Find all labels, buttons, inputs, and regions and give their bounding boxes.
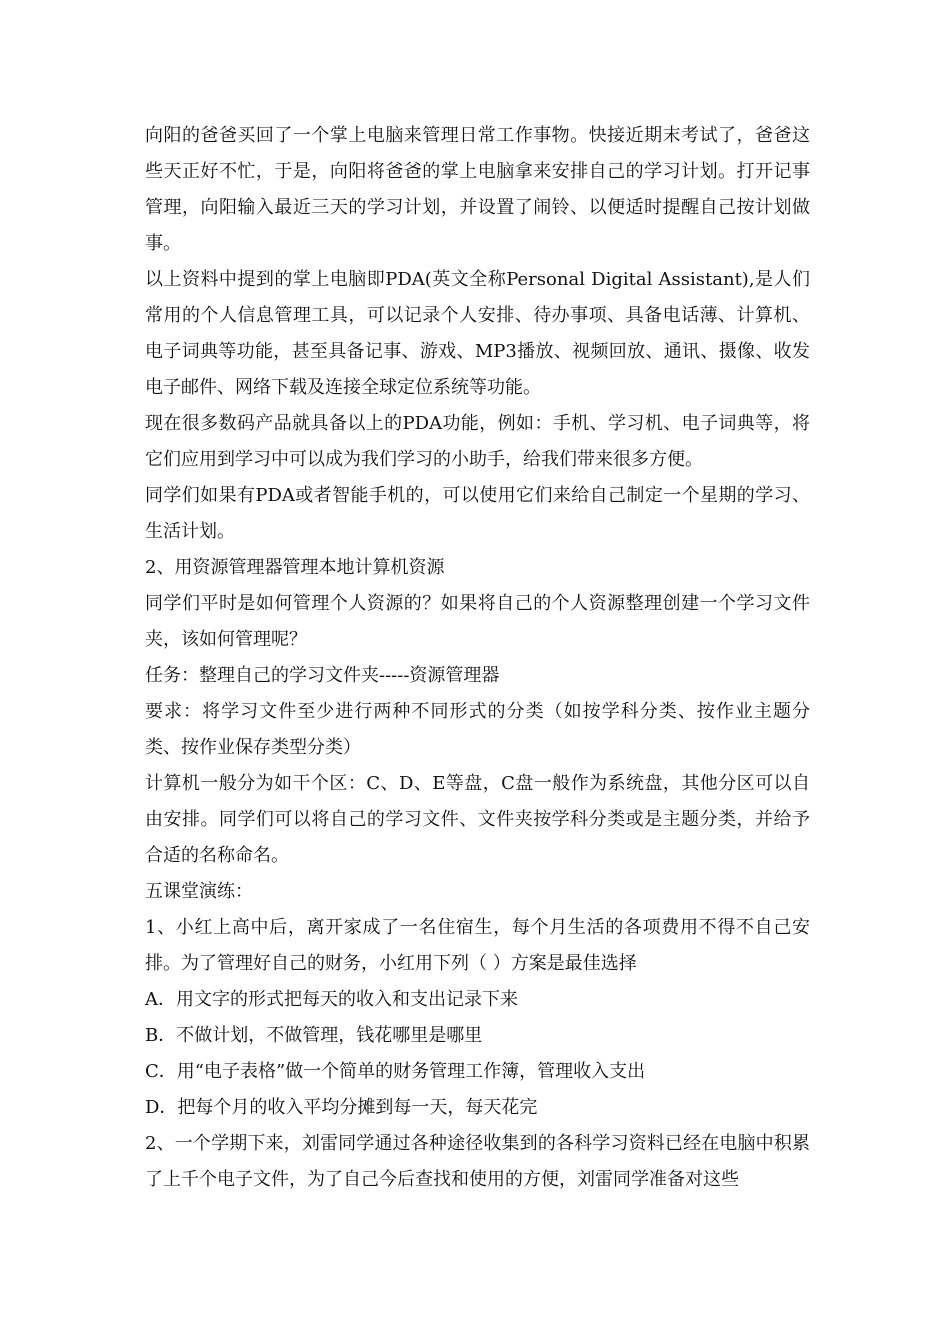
paragraph-pda-definition: 以上资料中提到的掌上电脑即PDA(英文全称Personal Digital Assistant),是人们常用的个人信息管理工具，可以记录个人安排、待办事项、具备电话薄、计算机、电子词典等功能，甚至具备记事、游戏、MP3播放、视频回放、通讯、摄像、收发电子邮件、网络下载及连接全球定位系统等功能。 bbox=[145, 269, 810, 398]
paragraph-pda-task: 同学们如果有PDA或者智能手机的，可以使用它们来给自己制定一个星期的学习、生活计划。 bbox=[145, 485, 810, 542]
option-c: C．用“电子表格”做一个简单的财务管理工作簿，管理收入支出 bbox=[145, 1061, 646, 1082]
paragraph-scenario: 向阳的爸爸买回了一个掌上电脑来管理日常工作事物。快接近期末考试了，爸爸这些天正好不忙，于是，向阳将爸爸的掌上电脑拿来安排自己的学习计划。打开记事管理，向阳输入最近三天的学习计划，并设置了闹铃、以便适时提醒自己按计划做事。 bbox=[145, 125, 810, 254]
option-a: A．用文字的形式把每天的收入和支出记录下来 bbox=[145, 989, 518, 1010]
option-d: D．把每个月的收入平均分摊到每一天，每天花完 bbox=[145, 1097, 538, 1118]
paragraph-question: 同学们平时是如何管理个人资源的？如果将自己的个人资源整理创建一个学习文件夹，该如何管理呢？ bbox=[145, 593, 810, 650]
paragraph-requirement: 要求：将学习文件至少进行两种不同形式的分类（如按学科分类、按作业主题分类、按作业保存类型分类） bbox=[145, 701, 810, 758]
question-1: 1、小红上高中后，离开家成了一名住宿生，每个月生活的各项费用不得不自己安排。为了管理好自己的财务，小红用下列（ ）方案是最佳选择 bbox=[145, 917, 810, 974]
paragraph-pda-products: 现在很多数码产品就具备以上的PDA功能，例如：手机、学习机、电子词典等，将它们应用到学习中可以成为我们学习的小助手，给我们带来很多方便。 bbox=[145, 413, 810, 470]
section-heading-explorer: 2、用资源管理器管理本地计算机资源 bbox=[145, 557, 445, 578]
option-b: B．不做计划，不做管理，钱花哪里是哪里 bbox=[145, 1025, 483, 1046]
paragraph-task: 任务：整理自己的学习文件夹-----资源管理器 bbox=[145, 665, 500, 686]
document-body bbox=[145, 118, 810, 1198]
section-heading-practice: 五课堂演练： bbox=[145, 881, 253, 902]
question-2: 2、一个学期下来，刘雷同学通过各种途径收集到的各科学习资料已经在电脑中积累了上千个电子文件，为了自己今后查找和使用的方便，刘雷同学准备对这些 bbox=[145, 1133, 810, 1190]
paragraph-partitions: 计算机一般分为如干个区：C、D、E等盘，C盘一般作为系统盘，其他分区可以自由安排。同学们可以将自己的学习文件、文件夹按学科分类或是主题分类，并给予合适的名称命名。 bbox=[145, 773, 810, 866]
